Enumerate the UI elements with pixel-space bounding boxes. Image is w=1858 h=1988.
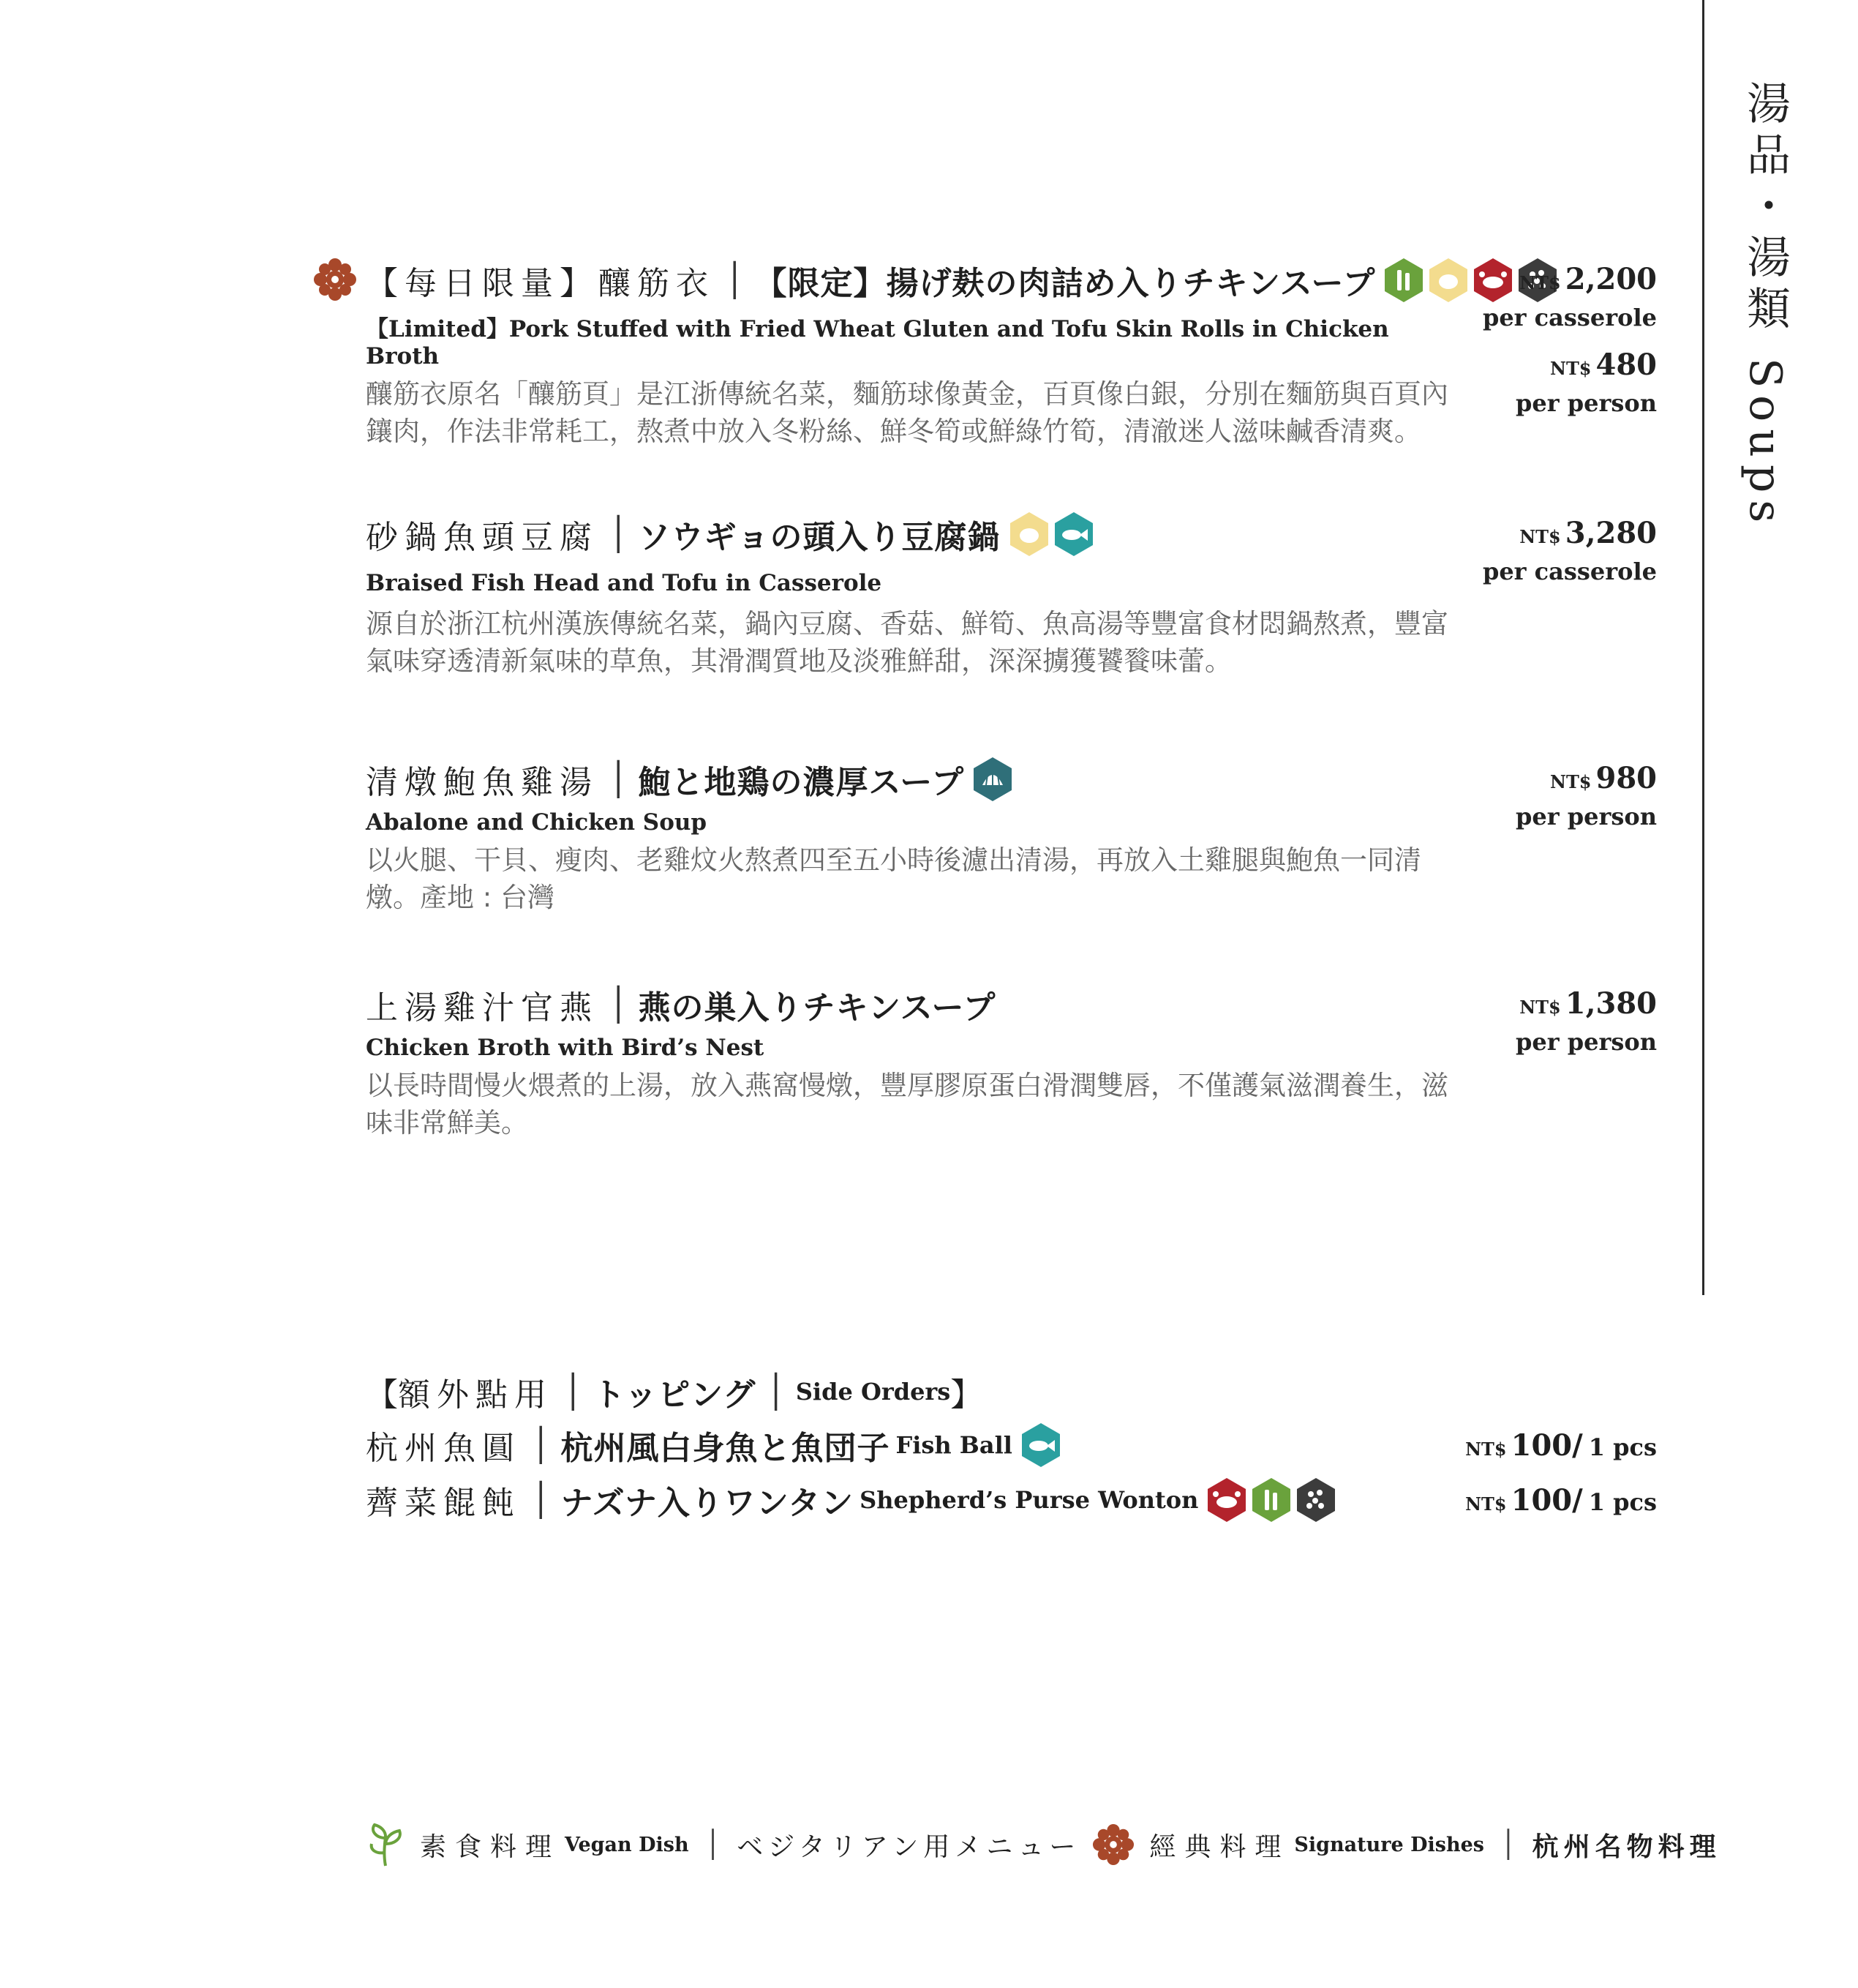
- price-unit: per person: [1516, 803, 1657, 830]
- price-unit: per person: [1516, 1028, 1657, 1056]
- side-order-row: 薺菜餛飩 │ ナズナ入りワンタン Shepherd’s Purse Wonton: [366, 1474, 1337, 1526]
- item-description: 以長時間慢火煨煮的上湯，放入燕窩慢燉，豐厚膠原蛋白滑潤雙唇，不僅護氣滋潤養生，滋味非常鮮美。: [366, 1070, 1448, 1139]
- item-description: 源自於浙江杭州漢族傳統名菜，鍋內豆腐、香菇、鮮筍、魚高湯等豐富食材悶鍋熬煮，豐富氣味穿透清新氣味的草魚，其滑潤質地及淡雅鮮甜，深深擄獲饕餮味蕾。: [366, 608, 1448, 677]
- price: 1,380: [1565, 986, 1657, 1021]
- vertical-divider: [1702, 0, 1704, 1295]
- signature-dish-icon: [1092, 1823, 1135, 1866]
- item-name-en: Braised Fish Head and Tofu in Casserole: [366, 570, 882, 596]
- side-order-price: NT$ 100/ 1 pcs: [1465, 1483, 1657, 1518]
- price-unit: per person: [1516, 389, 1657, 417]
- price: 2,200: [1565, 262, 1657, 296]
- item-name-en: Chicken Broth with Bird’s Nest: [366, 1035, 764, 1061]
- crab-icon: [1206, 1477, 1248, 1523]
- seeds-icon: [1295, 1477, 1337, 1523]
- vegan-icon: [1383, 257, 1425, 304]
- item-name-en: Fish Ball: [895, 1431, 1012, 1459]
- item-name-en: 【Limited】Pork Stuffed with Fried Wheat Gluten and Tofu Skin Rolls in Chicken Broth: [366, 316, 1389, 370]
- item-name-ja: ナズナ入りワンタン: [560, 1485, 854, 1522]
- fish-icon: [1020, 1422, 1062, 1469]
- menu-item-1: 【每日限量】釀筋衣 │ 【限定】揚げ麸の肉詰め入りチキンスープ 【Limited】Pork Stuffed with Fried Wheat Gluten and Tofu Skin Rolls in Chicken Broth 釀筋衣原名「釀筋頁」是江浙傳統名菜，麵筋球像黃金，百頁像白銀，分別在麵筋與百頁內鑲肉，作法非常耗工，熬煮中放入冬粉絲、鮮冬筍或鮮綠竹筍，清澈迷人滋味鹹香清爽。: [366, 255, 1463, 450]
- fish-icon: [1053, 511, 1095, 558]
- side-orders-heading: 【 額外點用 │ トッピング │ Side Orders 】: [366, 1373, 983, 1414]
- price: 3,280: [1565, 516, 1657, 550]
- item-name-ja: 杭州風白身魚と魚団子: [560, 1430, 890, 1467]
- egg-icon: [1427, 257, 1470, 304]
- menu-item-3: 清燉鮑魚雞湯 │ 鮑と地鶏の濃厚スープ Abalone and Chicken Soup 以火腿、干貝、瘦肉、老雞炆火熬煮四至五小時後濾出清湯，再放入土雞腿與鮑魚一同清燉。產地 : 台灣: [366, 754, 1463, 916]
- item-name-ja: 燕の巣入りチキンスープ: [638, 989, 996, 1027]
- item-name-zh: 清燉鮑魚雞湯: [366, 764, 598, 801]
- price-unit: per casserole: [1482, 558, 1657, 585]
- price-block-2: NT$ 3,280 per casserole: [1482, 516, 1657, 585]
- item-name-en: Shepherd’s Purse Wonton: [860, 1486, 1199, 1514]
- item-name-zh: 杭州魚圓: [366, 1430, 521, 1467]
- item-description: 釀筋衣原名「釀筋頁」是江浙傳統名菜，麵筋球像黃金，百頁像白銀，分別在麵筋與百頁內鑲肉，作法非常耗工，熬煮中放入冬粉絲、鮮冬筍或鮮綠竹筍，清澈迷人滋味鹹香清爽。: [366, 378, 1448, 447]
- item-name-zh: 【每日限量】釀筋衣: [366, 265, 715, 302]
- side-order-price: NT$ 100/ 1 pcs: [1465, 1428, 1657, 1463]
- egg-icon: [1008, 511, 1050, 558]
- item-name-ja: 【限定】揚げ麸の肉詰め入りチキンスープ: [754, 265, 1376, 302]
- price-unit: per casserole: [1482, 304, 1657, 331]
- item-name-zh: 上湯雞汁官燕: [366, 989, 598, 1027]
- menu-item-4: 上湯雞汁官燕 │ 燕の巣入りチキンスープ Chicken Broth with Bird’s Nest 以長時間慢火煨煮的上湯，放入燕窩慢燉，豐厚膠原蛋白滑潤雙唇，不僅護氣滋潤養生，滋味非常鮮美。: [366, 979, 1463, 1141]
- item-name-zh: 薺菜餛飩: [366, 1485, 521, 1522]
- price: 480: [1595, 348, 1657, 382]
- price-block-4: NT$ 1,380 per person: [1516, 986, 1657, 1056]
- price-block-3: NT$ 980 per person: [1516, 761, 1657, 830]
- price: 980: [1595, 761, 1657, 795]
- item-name-en: Abalone and Chicken Soup: [366, 809, 707, 836]
- legend: 素食料理 Vegan Dish │ ベジタリアン用メニュー 經典料理 Signature Dishes │ 杭州名物料理: [366, 1822, 1721, 1867]
- section-title: 湯品・湯類 Soups: [1739, 80, 1791, 530]
- price-block-1: NT$ 2,200 per casserole NT$ 480 per person: [1482, 262, 1657, 417]
- side-order-row: 杭州魚圓 │ 杭州風白身魚と魚団子 Fish Ball: [366, 1419, 1062, 1471]
- shell-icon: [971, 756, 1014, 803]
- vegan-icon: [1250, 1477, 1293, 1523]
- item-name-ja: 鮑と地鶏の濃厚スープ: [638, 764, 965, 801]
- item-name-ja: ソウギョの頭入り豆腐鍋: [638, 519, 1001, 556]
- vegan-leaf-icon: [366, 1822, 405, 1867]
- signature-dish-icon: [313, 258, 357, 301]
- item-name-zh: 砂鍋魚頭豆腐: [366, 519, 598, 556]
- item-description: 以火腿、干貝、瘦肉、老雞炆火熬煮四至五小時後濾出清湯，再放入土雞腿與鮑魚一同清燉。產地 : 台灣: [366, 844, 1421, 913]
- menu-item-2: 砂鍋魚頭豆腐 │ ソウギョの頭入り豆腐鍋 Braised Fish Head and Tofu in Casserole 源自於浙江杭州漢族傳統名菜，鍋內豆腐、香菇、鮮筍、魚高湯等豐富食材悶鍋熬煮，豐富氣味穿透清新氣味的草魚，其滑潤質地及淡雅鮮甜，深深擄獲饕餮味蕾。: [366, 509, 1463, 680]
